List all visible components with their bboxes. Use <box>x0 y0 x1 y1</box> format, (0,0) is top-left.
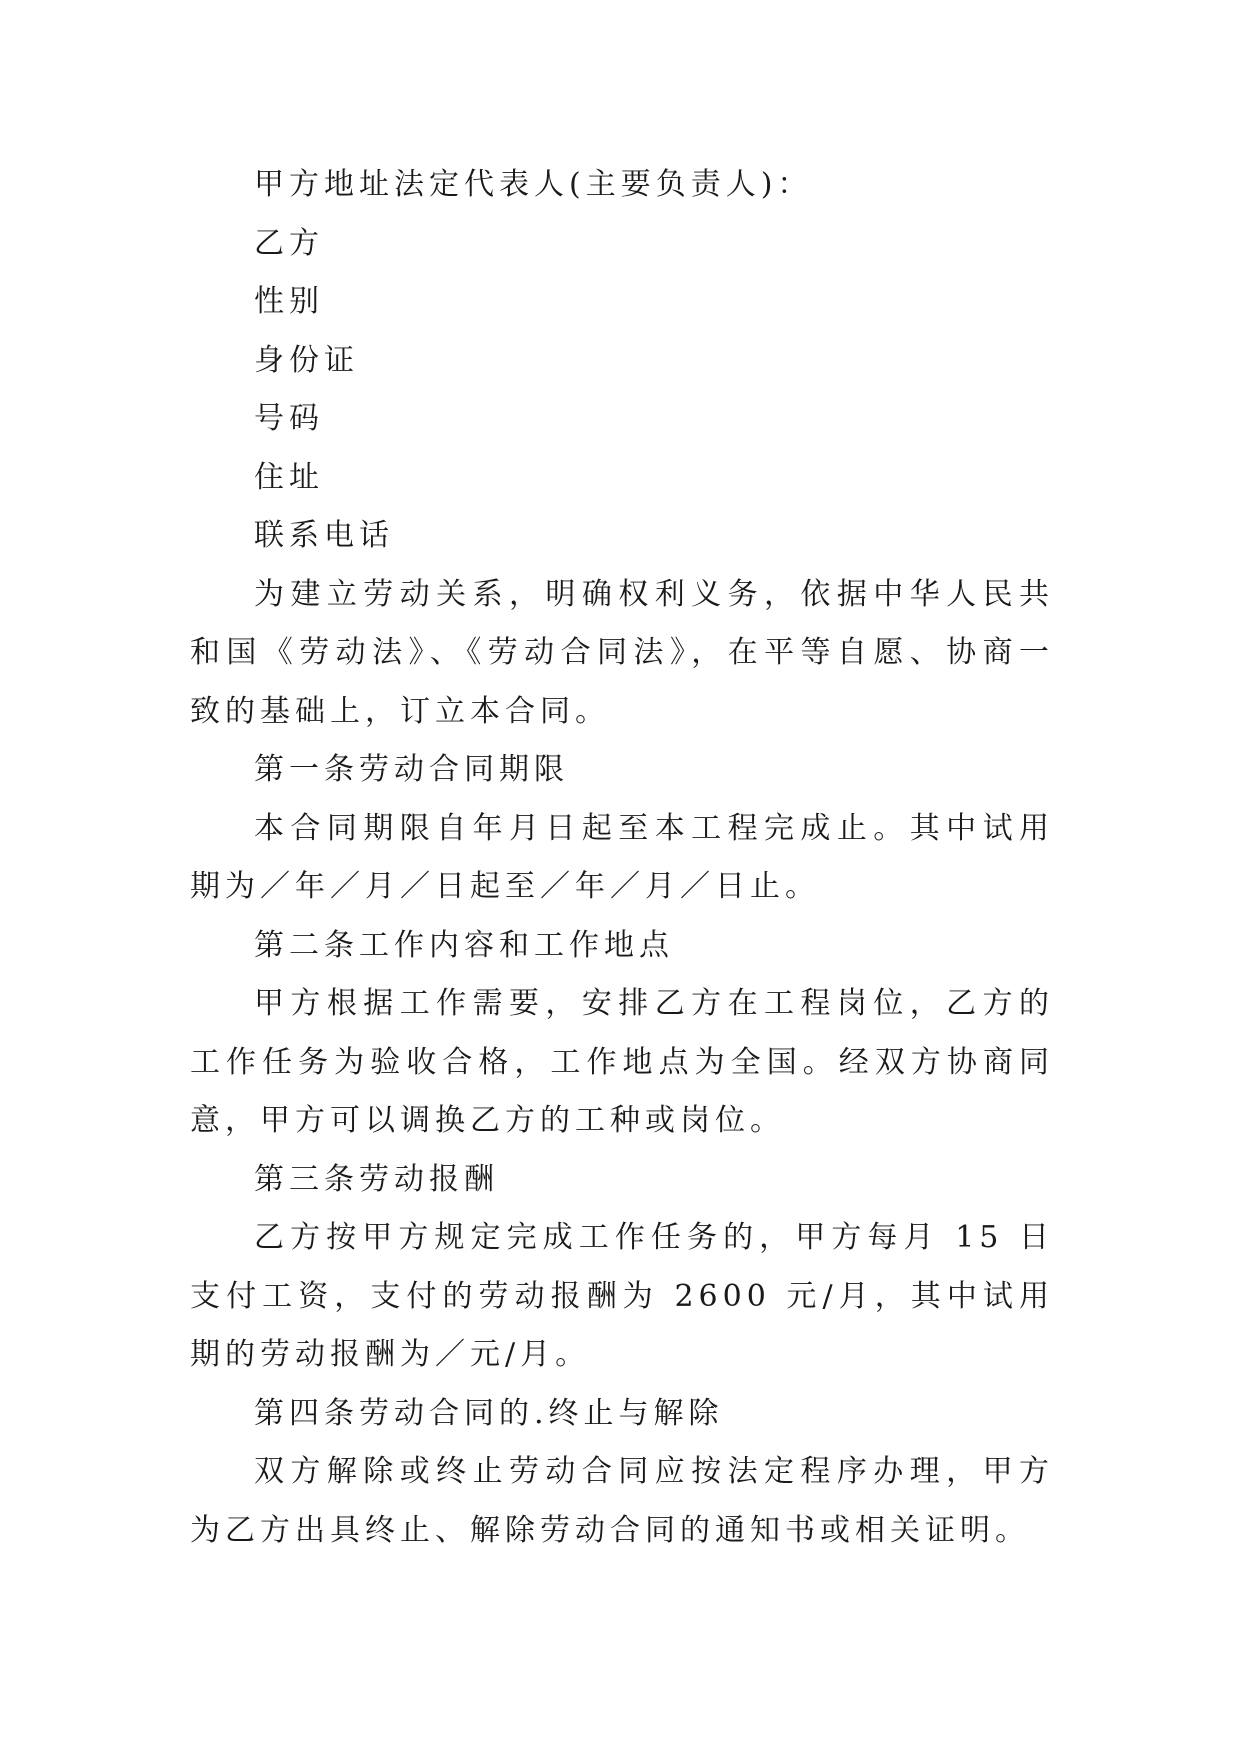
document-body <box>190 156 1054 1560</box>
article-1-body: 本合同期限自年月日起至本工程完成止。其中试用期为／年／月／日起至／年／月／日止。 <box>190 810 1054 904</box>
phone-label: 联系电话 <box>254 518 394 553</box>
article-4-heading: 第四条劳动合同的.终止与解除 <box>254 1395 724 1431</box>
article-2-body: 甲方根据工作需要，安排乙方在工程岗位，乙方的工作任务为验收合格，工作地点为全国。经双方协商同意，甲方可以调换乙方的工种或岗位。 <box>190 986 1054 1138</box>
article-2-heading: 第二条工作内容和工作地点 <box>254 927 674 963</box>
article-1-heading: 第一条劳动合同期限 <box>254 752 569 787</box>
article-4-body: 双方解除或终止劳动合同应按法定程序办理，甲方为乙方出具终止、解除劳动合同的通知书或相关证明。 <box>190 1454 1054 1548</box>
party-b-label: 乙方 <box>254 225 324 261</box>
address-label: 住址 <box>254 459 324 495</box>
article-3-body: 乙方按甲方规定完成工作任务的，甲方每月 15 日支付工资，支付的劳动报酬为 2600 元/月，其中试用期的劳动报酬为／元/月。 <box>190 1220 1054 1372</box>
party-a-address-line: 甲方地址法定代表人(主要负责人)： <box>254 167 813 202</box>
id-card-label: 身份证 <box>254 342 359 378</box>
number-label: 号码 <box>254 401 324 436</box>
article-3-heading: 第三条劳动报酬 <box>254 1161 499 1197</box>
preamble-paragraph: 为建立劳动关系，明确权利义务，依据中华人民共和国《劳动法》、《劳动合同法》，在平等自愿、协商一致的基础上，订立本合同。 <box>190 576 1054 729</box>
gender-label: 性别 <box>254 284 324 319</box>
